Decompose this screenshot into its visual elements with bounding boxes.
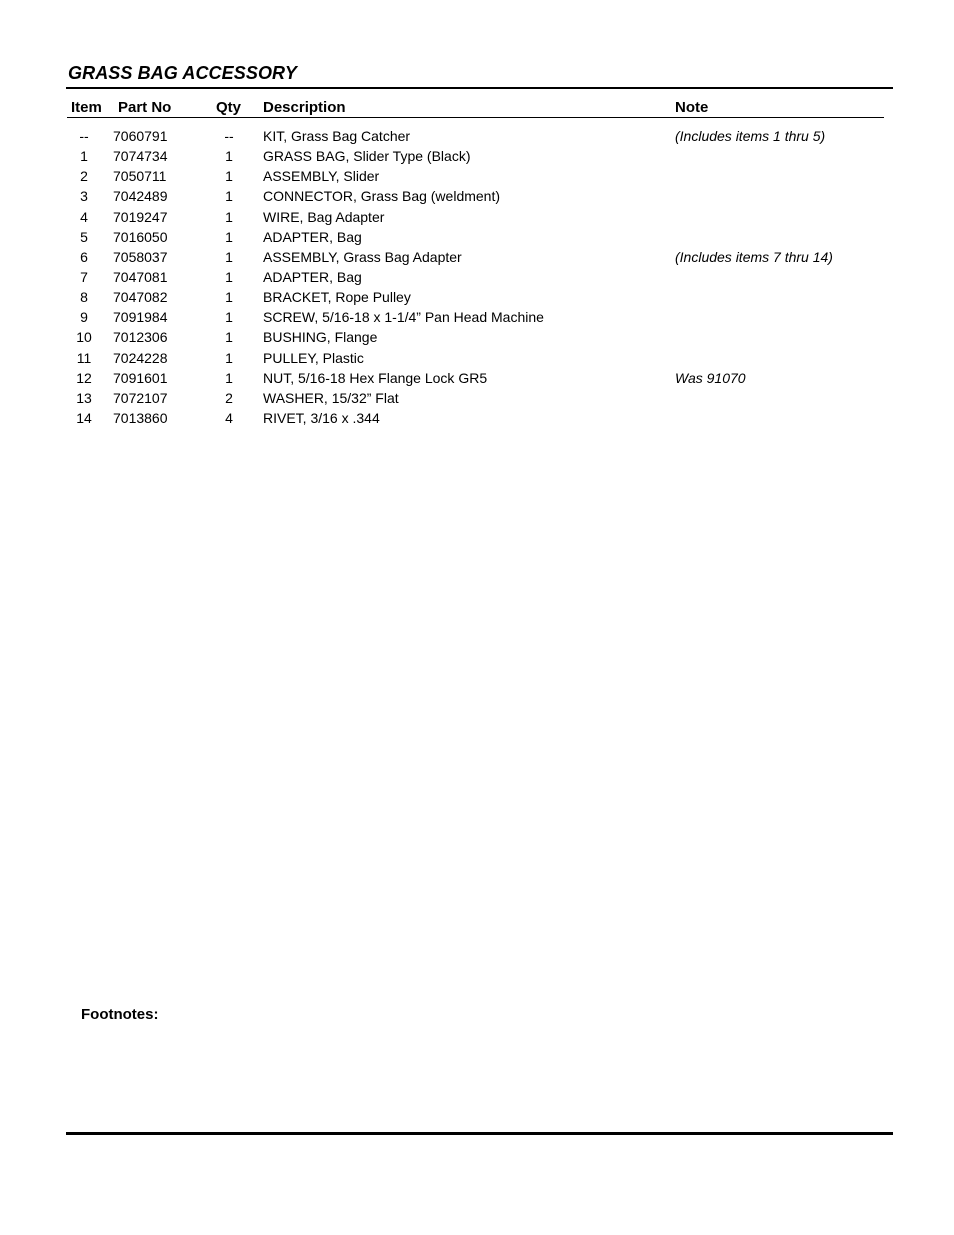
header-divider [67, 117, 884, 118]
row-item-number: 1 [80, 148, 88, 165]
row-part-number: 7047081 [113, 268, 168, 285]
row-description: WIRE, Bag Adapter [263, 208, 385, 225]
table-row [0, 389, 954, 409]
column-header-qty: Qty [216, 99, 242, 116]
row-part-number: 7091984 [113, 309, 168, 326]
bottom-divider [66, 1132, 893, 1135]
row-quantity: 1 [225, 369, 233, 386]
row-description: ASSEMBLY, Grass Bag Adapter [263, 248, 462, 265]
row-part-number: 7013860 [113, 409, 168, 426]
row-note: (Includes items 7 thru 14) [675, 248, 833, 265]
row-part-number: 7024228 [113, 349, 168, 366]
row-part-number: 7074734 [113, 148, 168, 165]
row-item-number: 13 [76, 389, 92, 406]
row-note: Was 91070 [675, 369, 746, 386]
row-item-number: 11 [76, 349, 92, 366]
table-row [0, 369, 954, 389]
row-item-number: 10 [76, 329, 92, 346]
column-header-description: Description [263, 99, 346, 116]
table-row [0, 187, 954, 207]
row-part-number: 7058037 [113, 248, 168, 265]
column-header-item: Item [71, 99, 102, 116]
title-divider [66, 87, 893, 89]
row-item-number: 14 [76, 409, 92, 426]
row-item-number: 3 [80, 188, 88, 205]
row-item-number: 6 [80, 248, 88, 265]
row-quantity: 1 [225, 309, 233, 326]
footnotes-label: Footnotes: [81, 1006, 159, 1023]
row-description: BRACKET, Rope Pulley [263, 289, 411, 306]
row-quantity: 1 [225, 349, 233, 366]
row-description: ADAPTER, Bag [263, 228, 362, 245]
row-item-number: 4 [80, 208, 88, 225]
row-part-number: 7072107 [113, 389, 168, 406]
row-description: NUT, 5/16-18 Hex Flange Lock GR5 [263, 369, 488, 386]
row-quantity: 1 [225, 289, 233, 306]
column-header-part-no: Part No [118, 99, 172, 116]
row-description: ASSEMBLY, Slider [263, 168, 380, 185]
table-row [0, 349, 954, 369]
row-part-number: 7047082 [113, 289, 168, 306]
row-part-number: 7042489 [113, 188, 168, 205]
row-item-number: 2 [80, 168, 88, 185]
table-row [0, 288, 954, 308]
row-quantity: 2 [225, 389, 233, 406]
row-item-number: -- [79, 128, 89, 144]
row-quantity: 1 [225, 248, 233, 265]
table-header [0, 99, 954, 119]
table-row [0, 167, 954, 187]
row-description: GRASS BAG, Slider Type (Black) [263, 148, 471, 165]
row-quantity: 1 [225, 329, 233, 346]
parts-table [0, 127, 954, 429]
row-item-number: 7 [80, 268, 88, 285]
row-quantity: 1 [225, 228, 233, 245]
row-part-number: 7060791 [113, 128, 168, 144]
table-row [0, 268, 954, 288]
row-quantity: 4 [225, 409, 233, 426]
row-part-number: 7091601 [113, 369, 168, 386]
row-quantity: 1 [225, 208, 233, 225]
table-row [0, 127, 954, 147]
table-row [0, 208, 954, 228]
column-header-note: Note [675, 99, 709, 116]
table-row [0, 328, 954, 348]
table-row [0, 308, 954, 328]
row-quantity: 1 [225, 148, 233, 165]
row-item-number: 12 [76, 369, 92, 386]
row-item-number: 5 [80, 228, 88, 245]
row-quantity: 1 [225, 168, 233, 185]
page-title: GRASS BAG ACCESSORY [68, 63, 297, 83]
row-description: WASHER, 15/32” Flat [263, 389, 399, 406]
row-item-number: 8 [80, 289, 88, 306]
table-row [0, 147, 954, 167]
table-row [0, 228, 954, 248]
row-description: SCREW, 5/16-18 x 1-1/4” Pan Head Machine [263, 309, 544, 326]
row-part-number: 7012306 [113, 329, 168, 346]
row-item-number: 9 [80, 309, 88, 326]
row-quantity: 1 [225, 268, 233, 285]
row-description: CONNECTOR, Grass Bag (weldment) [263, 188, 501, 205]
row-part-number: 7019247 [113, 208, 168, 225]
row-note: (Includes items 1 thru 5) [675, 128, 826, 144]
row-quantity: -- [224, 128, 234, 144]
table-row [0, 409, 954, 429]
row-description: RIVET, 3/16 x .344 [263, 409, 380, 426]
row-description: KIT, Grass Bag Catcher [263, 128, 411, 144]
row-description: PULLEY, Plastic [263, 349, 364, 366]
row-description: BUSHING, Flange [263, 329, 378, 346]
row-quantity: 1 [225, 188, 233, 205]
table-row [0, 248, 954, 268]
row-part-number: 7050711 [113, 168, 167, 185]
row-description: ADAPTER, Bag [263, 268, 362, 285]
row-part-number: 7016050 [113, 228, 168, 245]
